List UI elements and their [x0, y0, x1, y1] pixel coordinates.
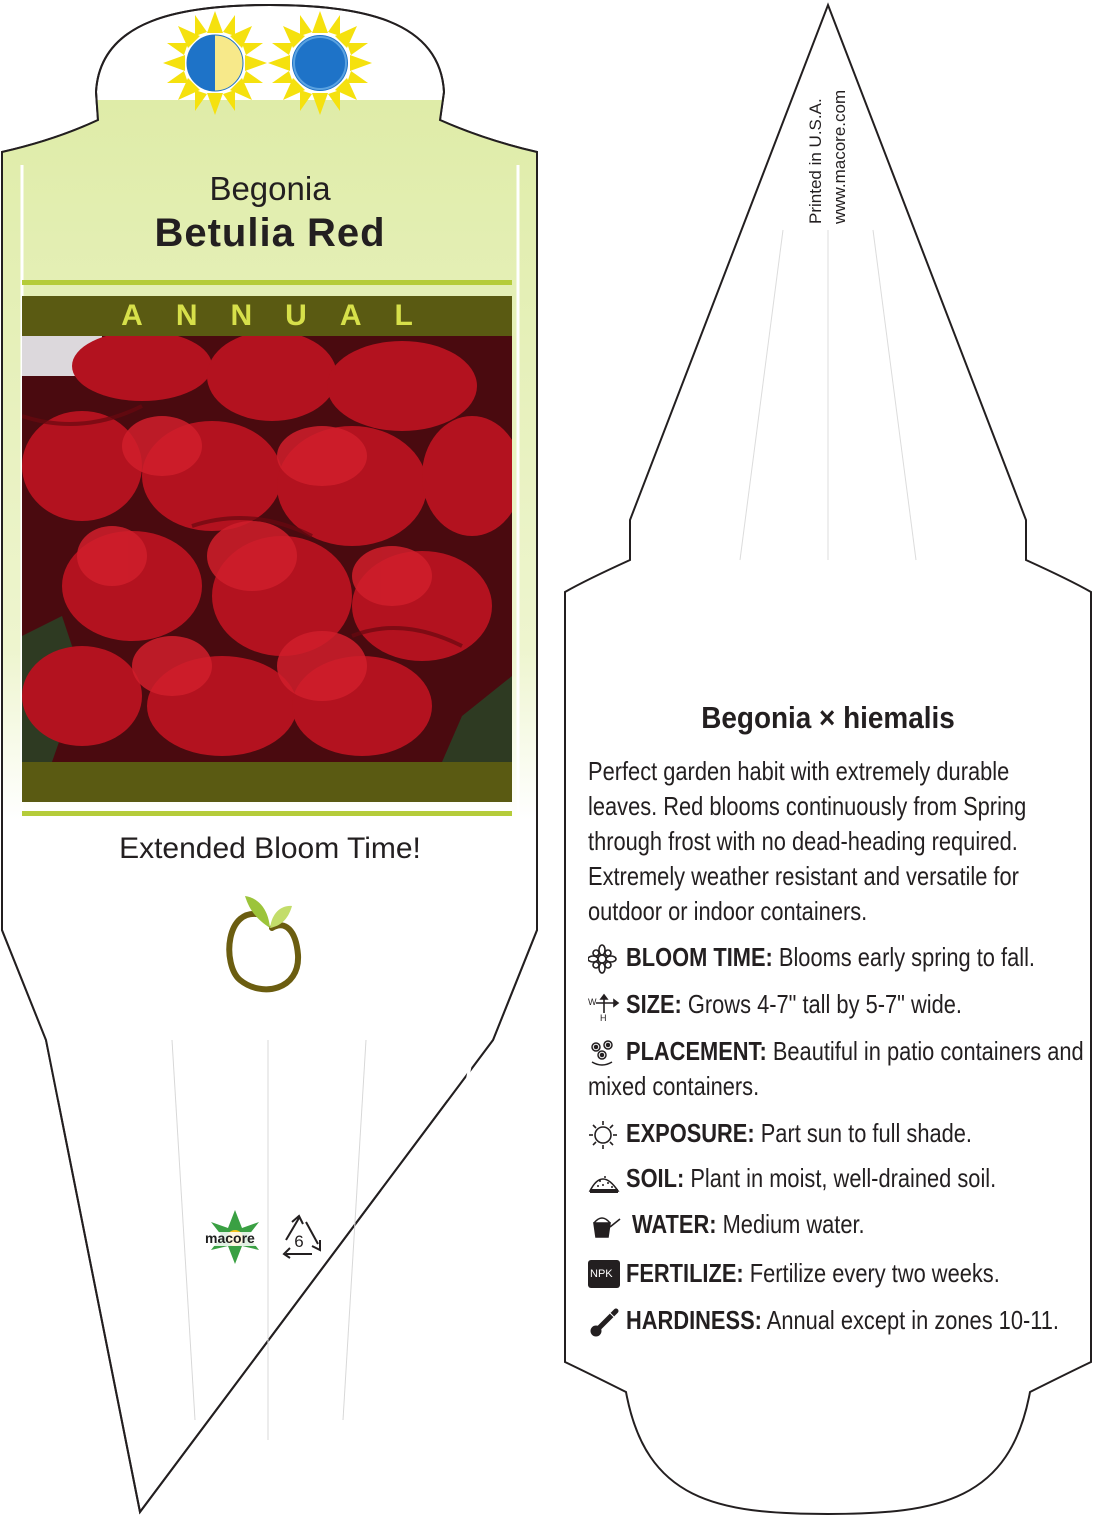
description-line: Perfect garden habit with extremely durable	[588, 756, 1010, 786]
care-label: SOIL:	[626, 1163, 685, 1193]
care-value: Grows 4-7" tall by 5-7" wide.	[687, 989, 962, 1019]
plant-photo	[22, 336, 512, 762]
size-arrows-icon	[588, 991, 622, 1021]
tagline: Extended Bloom Time!	[119, 832, 421, 865]
care-value: Part sun to full shade.	[760, 1118, 972, 1148]
care-value: Fertilize every two weeks.	[749, 1258, 1000, 1288]
svg-text:H: H	[600, 1013, 607, 1021]
thermometer-icon	[588, 1307, 622, 1337]
care-label: WATER:	[632, 1209, 717, 1239]
manufacturer-logo-text: macore	[205, 1230, 255, 1246]
watering-can-icon	[588, 1211, 622, 1241]
description-line: outdoor or indoor containers.	[588, 896, 868, 926]
species-title: Begonia × hiemalis	[701, 700, 955, 735]
care-value: Plant in moist, well-drained soil.	[690, 1163, 997, 1193]
care-value: Annual except in zones 10-11.	[766, 1305, 1059, 1335]
begonia-flower-image	[22, 336, 512, 762]
care-label: HARDINESS:	[626, 1305, 762, 1335]
soil-mound-icon	[588, 1165, 622, 1195]
svg-text:W: W	[588, 997, 597, 1007]
printed-in-label: Printed in U.S.A.	[806, 98, 825, 224]
care-label: FERTILIZE:	[626, 1258, 744, 1288]
care-value: Blooms early spring to fall.	[778, 942, 1036, 972]
description-line: through frost with no dead-heading required.	[588, 826, 1018, 856]
website-label: www.macore.com	[830, 89, 849, 224]
care-value-continued: mixed containers.	[588, 1071, 760, 1101]
flower-icon	[588, 944, 622, 974]
npk-label: NPK	[590, 1268, 613, 1280]
care-label: SIZE:	[626, 989, 682, 1019]
rule-top	[22, 280, 512, 285]
rule-bottom	[22, 811, 512, 816]
placement-flowers-icon	[588, 1038, 622, 1068]
care-label: EXPOSURE:	[626, 1118, 755, 1148]
photo-bottom-band	[22, 762, 512, 802]
description-line: Extremely weather resistant and versatile for	[588, 861, 1019, 891]
care-value: Beautiful in patio containers and	[772, 1036, 1084, 1066]
care-value: Medium water.	[722, 1209, 865, 1239]
sun-outline-icon	[588, 1120, 622, 1150]
care-label: PLACEMENT:	[626, 1036, 767, 1066]
recycle-code: 6	[294, 1232, 304, 1251]
common-name: Begonia	[209, 170, 331, 207]
part-sun-icon	[163, 11, 267, 115]
cultivar-name: Betulia Red	[154, 211, 386, 255]
full-shade-icon	[268, 11, 372, 115]
category-label: ANNUAL	[121, 299, 446, 332]
description-line: leaves. Red blooms continuously from Spring	[588, 791, 1027, 821]
fertilizer-bag-icon	[588, 1260, 620, 1288]
care-label: BLOOM TIME:	[626, 942, 773, 972]
